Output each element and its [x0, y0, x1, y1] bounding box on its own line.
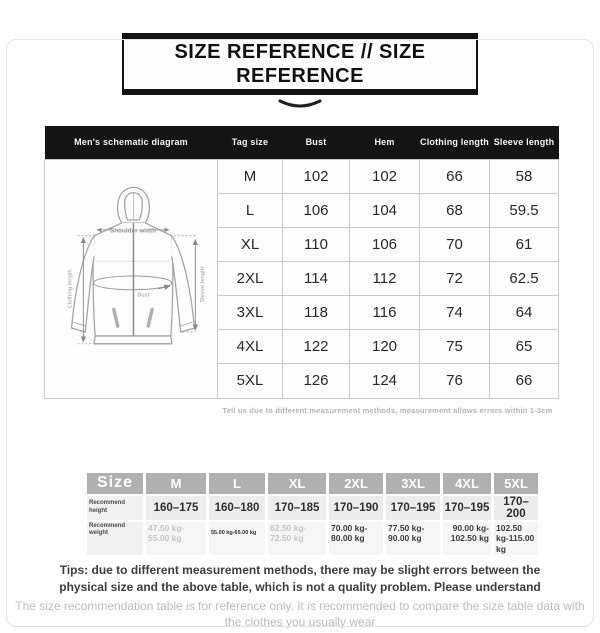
measurement-cell: 70	[420, 227, 490, 261]
measurement-cell: 74	[420, 296, 490, 330]
size-reference-table	[44, 126, 559, 399]
height-cell: 160–175	[146, 496, 206, 520]
measurement-cell: 62.5	[490, 261, 559, 295]
weight-cell: 77.50 kg-90.00 kg	[386, 522, 440, 556]
measurement-cell: 118	[283, 296, 350, 330]
height-cell: 170–185	[268, 496, 326, 520]
weight-cell: 55.00 kg-65.00 kg	[209, 522, 265, 556]
measurement-cell: 106	[283, 193, 350, 227]
rec-header-2xl: 2XL	[329, 473, 383, 494]
wave-divider-icon	[0, 98, 600, 111]
title-banner	[122, 33, 478, 95]
measurement-cell: 68	[420, 193, 490, 227]
tag-size-cell: 4XL	[218, 330, 283, 364]
measurement-error-note: Tell us due to different measurement methods, measurement allows errors within 1-3cm	[222, 405, 553, 415]
tag-size-cell: XL	[218, 227, 283, 261]
column-header-diagram: Men's schematic diagram	[45, 126, 218, 159]
measurement-cell: 64	[490, 296, 559, 330]
weight-cell: 102.50 kg-115.00 kg	[494, 522, 538, 556]
weight-cell: 47.50 kg-55.00 kg	[146, 522, 206, 556]
rec-header-l: L	[209, 473, 265, 494]
size-reference-page	[0, 33, 600, 633]
tips-text: Tips: due to different measurement methods, there may be slight errors between the physical size and the above table, which is not a quality problem. Please understand	[59, 563, 541, 594]
size-table-row	[45, 159, 559, 193]
shoulder-width-label: Shoulder width	[109, 226, 156, 234]
size-reference-table-wrap	[44, 126, 558, 415]
measurement-cell: 114	[283, 261, 350, 295]
row-label: Recommend weight	[87, 522, 143, 556]
height-cell: 170–190	[329, 496, 383, 520]
measurement-cell: 112	[350, 261, 420, 295]
measurement-cell: 126	[283, 364, 350, 398]
rec-header-xl: XL	[268, 473, 326, 494]
recommendation-table	[84, 471, 541, 558]
tag-size-cell: L	[218, 193, 283, 227]
weight-cell: 62.50 kg-72.50 kg	[268, 522, 326, 556]
rec-table-header-row	[87, 473, 538, 494]
column-header-tag-size: Tag size	[218, 126, 283, 159]
size-table-header-row	[45, 126, 559, 159]
height-cell: 160–180	[209, 496, 265, 520]
measurement-cell: 59.5	[490, 193, 559, 227]
column-header-clothing-length: Clothing length	[420, 126, 490, 159]
measurement-cell: 65	[490, 330, 559, 364]
height-cell: 170–195	[386, 496, 440, 520]
measurement-cell: 124	[350, 364, 420, 398]
sleeve-length-label: Sleeve length	[199, 266, 206, 303]
measurement-cell: 120	[350, 330, 420, 364]
measurement-cell: 102	[283, 159, 350, 193]
column-header-bust: Bust	[283, 126, 350, 159]
bust-label: Bust	[136, 292, 149, 299]
measurement-cell: 76	[420, 364, 490, 398]
column-header-sleeve-length: Sleeve length	[490, 126, 559, 159]
rec-table-row	[87, 496, 538, 520]
weight-cell: 70.00 kg-80.00 kg	[329, 522, 383, 556]
clothing-length-label: Clothing length	[67, 268, 74, 308]
measurement-cell: 104	[350, 193, 420, 227]
row-label: Recommend height	[87, 496, 143, 520]
measurement-cell: 66	[420, 159, 490, 193]
weight-cell: 90.00 kg-102.50 kg	[443, 522, 491, 556]
rec-header-5xl: 5XL	[494, 473, 538, 494]
measurement-cell: 72	[420, 261, 490, 295]
column-header-hem: Hem	[350, 126, 420, 159]
jacket-outline-drawing	[48, 162, 215, 392]
height-cell: 170–200	[494, 496, 538, 520]
tag-size-cell: 2XL	[218, 261, 283, 295]
page-title: SIZE REFERENCE // SIZE REFERENCE	[174, 41, 426, 87]
rec-header-4xl: 4XL	[443, 473, 491, 494]
reference-note-text: The size recommendation table is for reference only. It is recommended to compare the size table data with the clothes you usually wear	[15, 598, 585, 629]
measurement-cell: 116	[350, 296, 420, 330]
tag-size-cell: 3XL	[218, 296, 283, 330]
tag-size-cell: M	[218, 159, 283, 193]
measurement-cell: 110	[283, 227, 350, 261]
rec-header-m: M	[146, 473, 206, 494]
jacket-diagram	[45, 159, 218, 398]
tag-size-cell: 5XL	[218, 364, 283, 398]
measurement-cell: 58	[490, 159, 559, 193]
rec-table-row	[87, 522, 538, 556]
height-cell: 170–195	[443, 496, 491, 520]
measurement-cell: 66	[490, 364, 559, 398]
measurement-cell: 106	[350, 227, 420, 261]
rec-header-3xl: 3XL	[386, 473, 440, 494]
measurement-cell: 61	[490, 227, 559, 261]
measurement-cell: 102	[350, 159, 420, 193]
rec-header-size: Size	[87, 473, 143, 494]
measurement-cell: 75	[420, 330, 490, 364]
measurement-cell: 122	[283, 330, 350, 364]
